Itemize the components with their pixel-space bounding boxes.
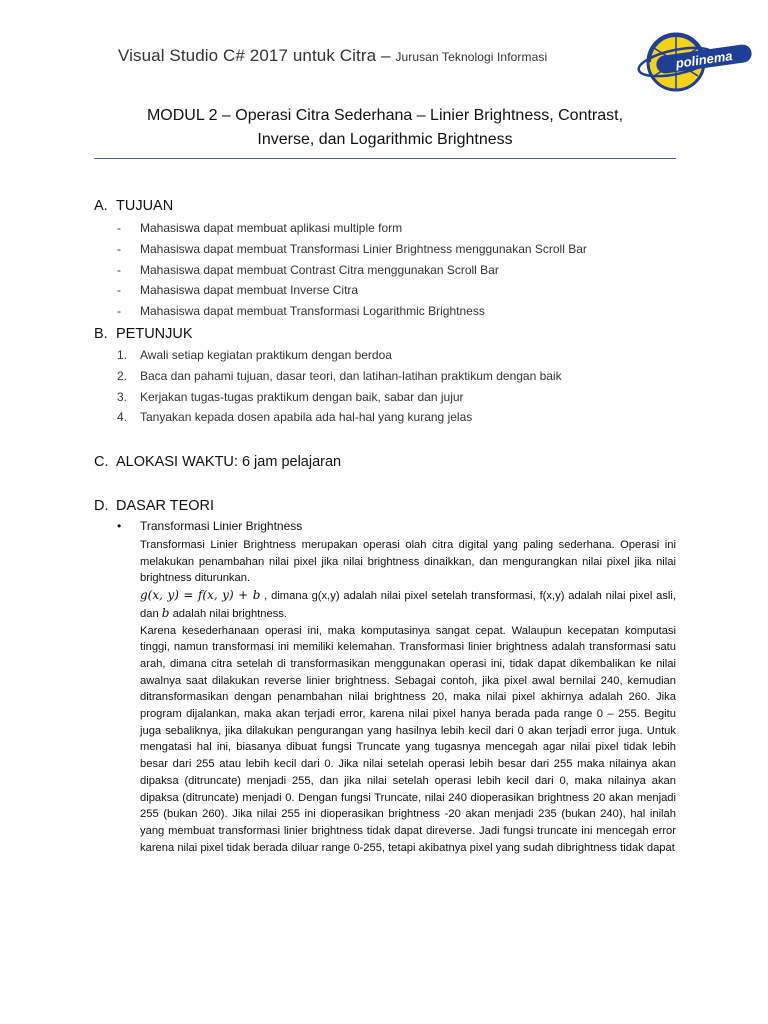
list-item: - Mahasiswa dapat membuat Inverse Citra xyxy=(117,283,359,298)
subsection-title: • Transformasi Linier Brightness xyxy=(117,519,303,533)
tujuan-list xyxy=(117,218,587,322)
list-item: - Mahasiswa dapat membuat aplikasi multiple form xyxy=(117,221,403,235)
module-title-line-2: Inverse, dan Logarithmic Brightness xyxy=(257,131,513,148)
module-title-line-1: MODUL 2 – Operasi Citra Sederhana – Linier Brightness, Contrast, xyxy=(146,107,624,124)
module-title xyxy=(95,104,675,152)
list-item: 2. Baca dan pahami tujuan, dasar teori, dan latihan-latihan praktikum dengan baik xyxy=(117,368,562,383)
page-header xyxy=(118,46,547,66)
section-b-heading: B. PETUNJUK xyxy=(94,326,193,342)
logo-wordmark: polinema xyxy=(674,48,734,71)
paragraph-intro: Transformasi Linier Brightness merupakan operasi olah citra digital yang paling sederhana. Operasi ini melakukan penambahan nilai pixel jika nilai brightness dinaikkan, dan mengurangkan nilai pixel jika nilai brightness diturunkan. xyxy=(140,539,676,585)
section-a-heading: A. TUJUAN xyxy=(94,198,174,214)
list-item: - Mahasiswa dapat membuat Transformasi Logarithmic Brightness xyxy=(117,304,485,319)
bullet-icon: • xyxy=(117,519,122,533)
title-divider xyxy=(94,158,676,159)
department-name: Jurusan Teknologi Informasi xyxy=(395,50,548,64)
course-title: Visual Studio C# 2017 untuk Citra – xyxy=(118,46,391,65)
section-c-heading: C. ALOKASI WAKTU: 6 jam pelajaran xyxy=(94,454,342,470)
list-item: 1. Awali setiap kegiatan praktikum dengan berdoa xyxy=(117,348,392,362)
variable-b: b xyxy=(161,605,170,620)
polinema-logo xyxy=(636,22,756,98)
paragraph-formula: g(x, y) = f(x, y) + b , dimana g(x,y) adalah nilai pixel setelah transformasi, f(x,y) adalah nilai pixel asli, dan b adalah nilai brightness. xyxy=(140,588,677,620)
paragraph-explanation: Karena kesederhanaan operasi ini, maka komputasinya sangat cepat. Walaupun kecepatan komputasi tinggi, namun transformasi ini memiliki kelemahan. Transformasi linier brightness adalah transformasi satu arah, dimana citra setelah di transformasikan menggunakan operasi ini, tidak dapat dikembalikan ke nilai awalnya saat dilakukan reverse linier brightness. Sebagai contoh, jika pixel awal bernilai 240, kemudian ditransformasikan dengan penambahan nilai brightness 20, maka nilai pixel akhirnya adalah 260. Jika program dijalankan, maka akan terjadi error, karena nilai pixel hanya berada pada range 0 – 255. Begitu juga sebaliknya, jika dilakukan pengurangan yang hasilnya lebih kecil dari 0 akan terjadi error juga. Untuk mengatasi hal ini, biasanya dibuat fungsi Truncate yang tugasnya mencegah agar nilai pixel tidak lebih besar dari 255 atau lebih kecil dari 0. Jika nilai setelah operasi lebih besar dari 255 maka nilainya akan dipaksa (ditruncate) menjadi 255, dan jika nilai setelah operasi lebih kecil dari 0, maka nilainya akan dipaksa (ditruncate) menjadi 0. Dengan fungsi Truncate, nilai 240 dioperasikan brightness 20 akan menjadi 255 (bukan 260). Jika nilai 255 ini dioperasikan brightness -20 akan menjadi 235 (bukan 240), hal inilah yang membuat transformasi linier brightness tidak dapat direverse. Jadi fungsi truncate ini mencegah error karena nilai pixel tidak berada diluar range 0-255, tetapi akibatnya pixel yang sudah dibrightness tidak dapat xyxy=(140,624,676,854)
list-item: - Mahasiswa dapat membuat Contrast Citra menggunakan Scroll Bar xyxy=(117,262,499,277)
petunjuk-list xyxy=(117,345,562,428)
dasar-teori-body xyxy=(140,537,676,856)
brightness-formula: g(x, y) = f(x, y) + b xyxy=(140,588,261,603)
list-item: 4. Tanyakan kepada dosen apabila ada hal-hal yang kurang jelas xyxy=(117,410,473,425)
list-item: - Mahasiswa dapat membuat Transformasi Linier Brightness menggunakan Scroll Bar xyxy=(117,241,587,256)
list-item: 3. Kerjakan tugas-tugas praktikum dengan baik, sabar dan jujur xyxy=(117,389,464,404)
section-d-heading: D. DASAR TEORI xyxy=(94,498,215,514)
